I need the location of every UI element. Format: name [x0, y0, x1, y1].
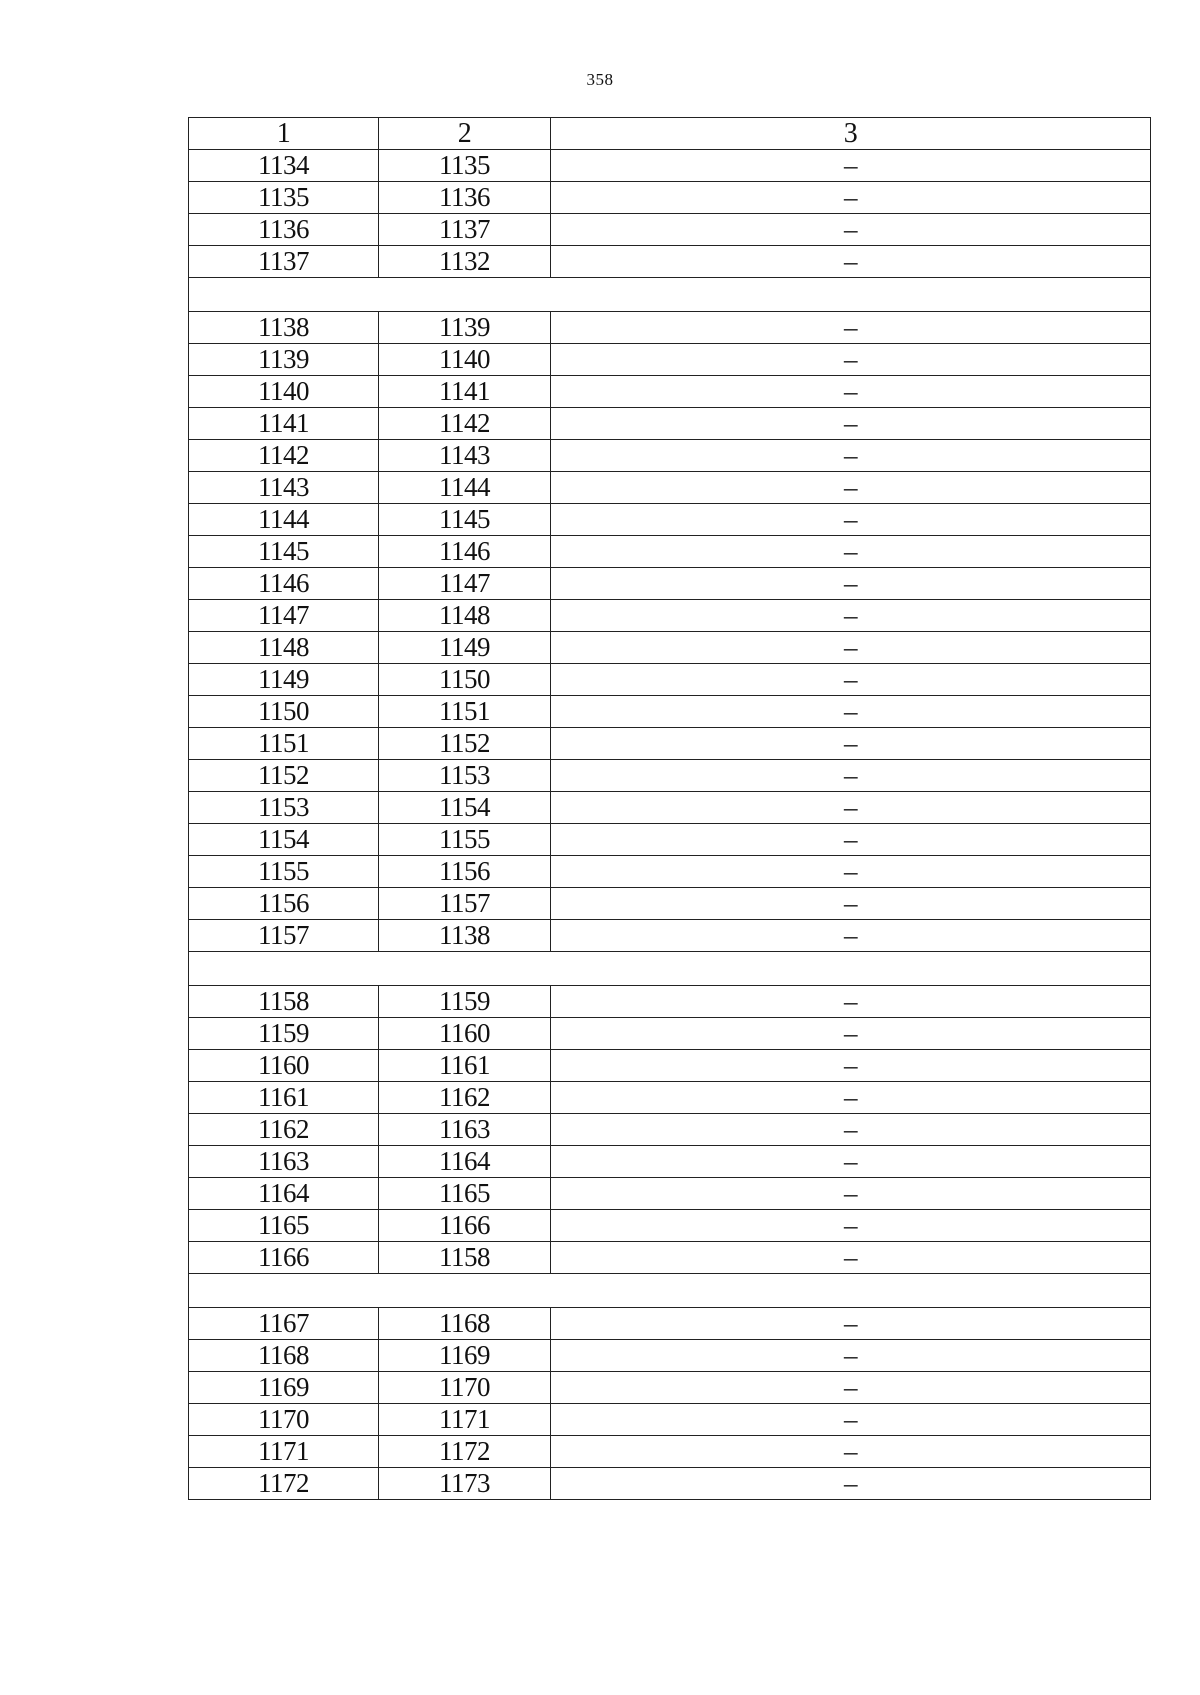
- table-cell-col-1: 1142: [189, 440, 379, 472]
- table-cell-col-2: 1137: [379, 214, 551, 246]
- table-cell-col-3: –: [551, 1436, 1151, 1468]
- table-cell-col-3: –: [551, 1178, 1151, 1210]
- table-cell-col-1: 1147: [189, 600, 379, 632]
- table-cell-col-1: 1166: [189, 1242, 379, 1274]
- table-row: [189, 920, 1151, 952]
- table-row: [189, 1146, 1151, 1178]
- table-cell-col-1: 1143: [189, 472, 379, 504]
- table-row: [189, 344, 1151, 376]
- table-cell-col-2: 1141: [379, 376, 551, 408]
- table-row: [189, 536, 1151, 568]
- table-cell-col-3: –: [551, 1404, 1151, 1436]
- table-cell-col-3: –: [551, 1340, 1151, 1372]
- table-row: [189, 504, 1151, 536]
- table-cell-col-3: –: [551, 1372, 1151, 1404]
- table-cell-col-2: 1154: [379, 792, 551, 824]
- table-cell-col-1: 1137: [189, 246, 379, 278]
- table-row: [189, 150, 1151, 182]
- table-cell-col-2: 1139: [379, 312, 551, 344]
- table-cell-col-1: 1165: [189, 1210, 379, 1242]
- table-cell-col-1: 1152: [189, 760, 379, 792]
- column-header: 3: [551, 118, 1151, 150]
- table-row: [189, 1050, 1151, 1082]
- table-cell-col-1: 1151: [189, 728, 379, 760]
- table-cell-col-3: –: [551, 440, 1151, 472]
- table-cell-col-2: 1148: [379, 600, 551, 632]
- table-row: [189, 888, 1151, 920]
- table-row: [189, 1340, 1151, 1372]
- table-cell-col-3: –: [551, 312, 1151, 344]
- table-cell-col-2: 1158: [379, 1242, 551, 1274]
- table-cell-col-3: –: [551, 182, 1151, 214]
- table-cell-col-1: 1139: [189, 344, 379, 376]
- table-cell-col-3: –: [551, 1242, 1151, 1274]
- table-cell-col-1: 1167: [189, 1308, 379, 1340]
- table-body: [189, 118, 1151, 1500]
- table-cell-col-1: 1155: [189, 856, 379, 888]
- table-cell-col-3: –: [551, 376, 1151, 408]
- table-cell-col-1: 1156: [189, 888, 379, 920]
- table-cell-col-2: 1155: [379, 824, 551, 856]
- table-cell-col-1: 1168: [189, 1340, 379, 1372]
- table-cell-col-1: 1163: [189, 1146, 379, 1178]
- table-row: [189, 1372, 1151, 1404]
- header-row: [189, 118, 1151, 150]
- table-cell-col-2: 1140: [379, 344, 551, 376]
- table-row: [189, 1210, 1151, 1242]
- table-cell-col-1: 1158: [189, 986, 379, 1018]
- table-row: [189, 1242, 1151, 1274]
- table-cell-col-3: –: [551, 888, 1151, 920]
- table-row: [189, 1468, 1151, 1500]
- table-cell-col-2: 1156: [379, 856, 551, 888]
- table-cell-col-2: 1165: [379, 1178, 551, 1210]
- group-separator-cell: [189, 952, 1151, 986]
- table-cell-col-2: 1143: [379, 440, 551, 472]
- table-cell-col-2: 1163: [379, 1114, 551, 1146]
- table-cell-col-1: 1134: [189, 150, 379, 182]
- table-cell-col-3: –: [551, 568, 1151, 600]
- table-cell-col-1: 1150: [189, 696, 379, 728]
- group-separator-row: [189, 952, 1151, 986]
- table-cell-col-3: –: [551, 760, 1151, 792]
- table-row: [189, 728, 1151, 760]
- table-cell-col-3: –: [551, 728, 1151, 760]
- table-cell-col-1: 1161: [189, 1082, 379, 1114]
- table-row: [189, 182, 1151, 214]
- column-header: 2: [379, 118, 551, 150]
- table-cell-col-1: 1153: [189, 792, 379, 824]
- table-cell-col-3: –: [551, 632, 1151, 664]
- table-cell-col-3: –: [551, 344, 1151, 376]
- table-cell-col-3: –: [551, 1468, 1151, 1500]
- table-cell-col-3: –: [551, 600, 1151, 632]
- table-cell-col-2: 1132: [379, 246, 551, 278]
- table-cell-col-3: –: [551, 856, 1151, 888]
- table-row: [189, 792, 1151, 824]
- table-row: [189, 1178, 1151, 1210]
- table-cell-col-2: 1150: [379, 664, 551, 696]
- group-separator-cell: [189, 278, 1151, 312]
- table-cell-col-1: 1135: [189, 182, 379, 214]
- table-cell-col-2: 1171: [379, 1404, 551, 1436]
- table-row: [189, 440, 1151, 472]
- table-cell-col-1: 1145: [189, 536, 379, 568]
- table-cell-col-3: –: [551, 504, 1151, 536]
- table-cell-col-3: –: [551, 1082, 1151, 1114]
- table-cell-col-3: –: [551, 696, 1151, 728]
- table-cell-col-1: 1164: [189, 1178, 379, 1210]
- table-cell-col-1: 1159: [189, 1018, 379, 1050]
- table-cell-col-3: –: [551, 472, 1151, 504]
- table-row: [189, 1308, 1151, 1340]
- table-row: [189, 214, 1151, 246]
- table-row: [189, 1114, 1151, 1146]
- table-cell-col-2: 1153: [379, 760, 551, 792]
- table-row: [189, 408, 1151, 440]
- table-cell-col-3: –: [551, 536, 1151, 568]
- table-cell-col-2: 1168: [379, 1308, 551, 1340]
- table-row: [189, 824, 1151, 856]
- table-row: [189, 696, 1151, 728]
- table-cell-col-1: 1169: [189, 1372, 379, 1404]
- table-cell-col-1: 1148: [189, 632, 379, 664]
- table-row: [189, 632, 1151, 664]
- table-cell-col-1: 1141: [189, 408, 379, 440]
- table-row: [189, 760, 1151, 792]
- table-cell-col-2: 1136: [379, 182, 551, 214]
- table-cell-col-3: –: [551, 920, 1151, 952]
- table-cell-col-2: 1160: [379, 1018, 551, 1050]
- table-cell-col-3: –: [551, 1114, 1151, 1146]
- table-cell-col-3: –: [551, 1308, 1151, 1340]
- page-number: 358: [586, 70, 614, 89]
- group-separator-row: [189, 278, 1151, 312]
- table-cell-col-2: 1164: [379, 1146, 551, 1178]
- table-cell-col-2: 1166: [379, 1210, 551, 1242]
- table-cell-col-2: 1170: [379, 1372, 551, 1404]
- table-row: [189, 312, 1151, 344]
- table-cell-col-1: 1138: [189, 312, 379, 344]
- table-cell-col-1: 1160: [189, 1050, 379, 1082]
- table-row: [189, 472, 1151, 504]
- table-cell-col-2: 1159: [379, 986, 551, 1018]
- table-row: [189, 600, 1151, 632]
- data-table: [188, 117, 1151, 1500]
- table-row: [189, 1436, 1151, 1468]
- table-row: [189, 664, 1151, 696]
- table-cell-col-1: 1154: [189, 824, 379, 856]
- table-row: [189, 246, 1151, 278]
- table-cell-col-2: 1145: [379, 504, 551, 536]
- table-cell-col-1: 1171: [189, 1436, 379, 1468]
- table-cell-col-1: 1136: [189, 214, 379, 246]
- table-cell-col-2: 1135: [379, 150, 551, 182]
- table-cell-col-3: –: [551, 1018, 1151, 1050]
- table-cell-col-3: –: [551, 246, 1151, 278]
- data-table-container: [188, 117, 1150, 1500]
- group-separator-cell: [189, 1274, 1151, 1308]
- table-cell-col-2: 1149: [379, 632, 551, 664]
- table-cell-col-2: 1151: [379, 696, 551, 728]
- table-cell-col-3: –: [551, 1050, 1151, 1082]
- table-cell-col-3: –: [551, 408, 1151, 440]
- table-cell-col-2: 1152: [379, 728, 551, 760]
- table-cell-col-2: 1147: [379, 568, 551, 600]
- table-cell-col-1: 1146: [189, 568, 379, 600]
- table-cell-col-2: 1162: [379, 1082, 551, 1114]
- table-cell-col-3: –: [551, 1146, 1151, 1178]
- table-row: [189, 1404, 1151, 1436]
- table-cell-col-3: –: [551, 664, 1151, 696]
- table-cell-col-1: 1162: [189, 1114, 379, 1146]
- table-cell-col-3: –: [551, 1210, 1151, 1242]
- table-cell-col-2: 1161: [379, 1050, 551, 1082]
- table-cell-col-2: 1138: [379, 920, 551, 952]
- table-cell-col-1: 1144: [189, 504, 379, 536]
- table-cell-col-2: 1144: [379, 472, 551, 504]
- table-row: [189, 856, 1151, 888]
- table-row: [189, 1082, 1151, 1114]
- table-cell-col-1: 1140: [189, 376, 379, 408]
- table-cell-col-2: 1142: [379, 408, 551, 440]
- table-row: [189, 376, 1151, 408]
- group-separator-row: [189, 1274, 1151, 1308]
- table-cell-col-1: 1170: [189, 1404, 379, 1436]
- table-row: [189, 568, 1151, 600]
- table-cell-col-3: –: [551, 214, 1151, 246]
- table-row: [189, 986, 1151, 1018]
- table-cell-col-3: –: [551, 824, 1151, 856]
- table-cell-col-2: 1172: [379, 1436, 551, 1468]
- table-cell-col-2: 1157: [379, 888, 551, 920]
- table-cell-col-1: 1149: [189, 664, 379, 696]
- table-cell-col-1: 1157: [189, 920, 379, 952]
- table-cell-col-2: 1169: [379, 1340, 551, 1372]
- table-cell-col-3: –: [551, 150, 1151, 182]
- table-cell-col-2: 1173: [379, 1468, 551, 1500]
- table-cell-col-1: 1172: [189, 1468, 379, 1500]
- column-header: 1: [189, 118, 379, 150]
- table-row: [189, 1018, 1151, 1050]
- table-cell-col-3: –: [551, 792, 1151, 824]
- table-cell-col-2: 1146: [379, 536, 551, 568]
- table-cell-col-3: –: [551, 986, 1151, 1018]
